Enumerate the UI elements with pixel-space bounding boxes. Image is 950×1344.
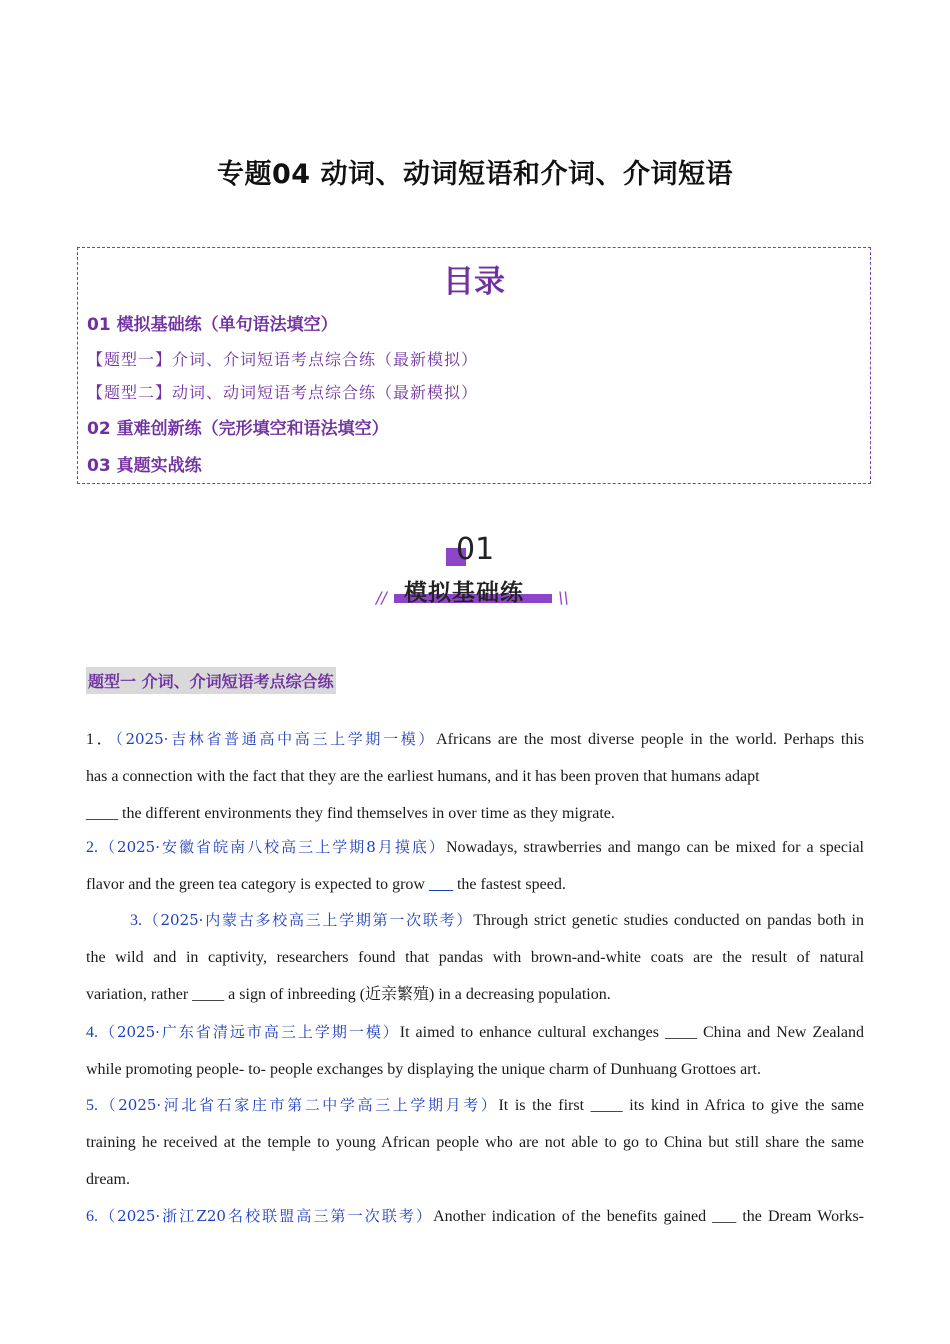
section-label: 模拟基础练 <box>404 580 524 606</box>
question-text: training he received at the temple to young African people who are not able to go to China but still share the same <box>86 1134 864 1151</box>
question-5 <box>86 1087 864 1198</box>
toc-item[interactable]: 【题型一】介词、介词短语考点综合练（最新模拟） <box>87 350 479 369</box>
question-text: while promoting people- to- people exchanges by displaying the unique charm of Dunhuang Grottoes art. <box>86 1061 761 1078</box>
toc-item[interactable]: 01 模拟基础练（单句语法填空） <box>87 315 338 335</box>
table-of-contents <box>77 247 871 484</box>
question-number: 5. <box>86 1097 98 1114</box>
section-badge <box>376 532 576 612</box>
question-text: It aimed to enhance cultural exchanges ____ China and New Zealand <box>399 1024 864 1041</box>
question-number: 3. <box>130 912 142 929</box>
question-source: （2025·浙江Z20名校联盟高三第一次联考） <box>98 1207 434 1225</box>
question-text: variation, rather ____ a sign of inbreeding (近亲繁殖) in a decreasing population. <box>86 986 611 1003</box>
page-title: 专题04 动词、动词短语和介词、介词短语 <box>217 159 733 190</box>
question-2 <box>86 829 864 903</box>
slash-decoration-left: // <box>376 588 387 607</box>
question-source: （2025·河北省石家庄市第二中学高三上学期月考） <box>98 1096 499 1114</box>
question-3 <box>86 902 864 1013</box>
question-text: Africans are the most diverse people in the world. Perhaps this <box>436 731 864 748</box>
toc-item[interactable]: 03 真题实战练 <box>87 456 202 476</box>
section-number: 01 <box>456 532 495 567</box>
question-text: It is the first ____ its kind in Africa to give the same <box>498 1097 864 1114</box>
question-type-heading: 题型一 介词、介词短语考点综合练 <box>86 667 336 694</box>
question-number: 1． <box>86 731 116 748</box>
question-text: Another indication of the benefits gained ___ the Dream Works- <box>433 1208 865 1225</box>
question-text: the wild and in captivity, researchers found that pandas with brown-and-white coats are the result of natural <box>86 949 864 966</box>
question-6 <box>86 1198 864 1235</box>
question-text: flavor and the green tea category is expected to grow <box>86 876 429 893</box>
question-4 <box>86 1014 864 1088</box>
question-number: 6. <box>86 1208 98 1225</box>
question-text: Nowadays, strawberries and mango can be mixed for a special <box>445 839 864 856</box>
question-text: has a connection with the fact that they are the earliest humans, and it has been proven that humans adapt <box>86 768 760 785</box>
question-text: dream. <box>86 1171 130 1188</box>
answer-blank[interactable]: ___ <box>428 876 453 893</box>
slash-decoration-right: \\ <box>558 588 569 607</box>
question-1 <box>86 721 864 832</box>
toc-item[interactable]: 02 重难创新练（完形填空和语法填空） <box>87 419 389 439</box>
question-number: 4. <box>86 1024 98 1041</box>
toc-item[interactable]: 【题型二】动词、动词短语考点综合练（最新模拟） <box>87 383 479 402</box>
question-source: （2025·安徽省皖南八校高三上学期8月摸底） <box>98 838 446 856</box>
question-text: Through strict genetic studies conducted on pandas both in <box>473 912 864 929</box>
question-source: （2025·内蒙古多校高三上学期第一次联考） <box>142 911 474 929</box>
question-source: （2025·广东省清远市高三上学期一模） <box>98 1023 400 1041</box>
question-source: （2025·吉林省普通高中高三上学期一模） <box>115 730 437 748</box>
question-text: the fastest speed. <box>452 876 566 893</box>
question-number: 2. <box>86 839 98 856</box>
question-text: ____ the different environments they find themselves in over time as they migrate. <box>86 805 615 822</box>
toc-heading: 目录 <box>443 264 505 300</box>
